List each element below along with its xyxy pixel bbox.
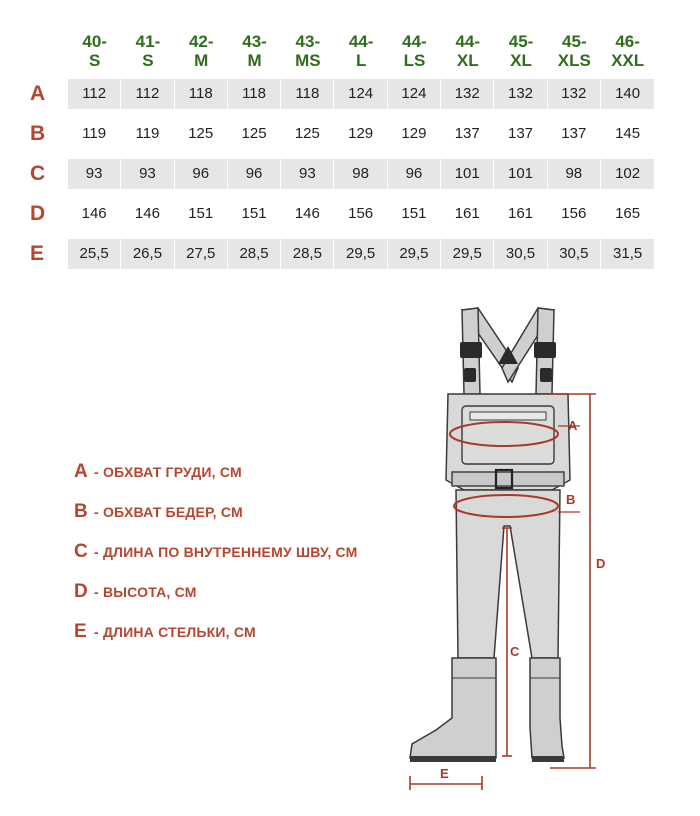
table-cell: 129 — [388, 119, 441, 149]
legend-text: - ОБХВАТ ГРУДИ, СМ — [94, 464, 242, 480]
table-cell: 129 — [334, 119, 387, 149]
legend-letter: D — [74, 581, 88, 602]
legend-item — [74, 492, 357, 532]
table-cell: 101 — [494, 159, 547, 189]
table-cell: 161 — [494, 199, 547, 229]
table-cell: 156 — [548, 199, 601, 229]
table-cell: 137 — [441, 119, 494, 149]
size-header-cell: 45- XL — [508, 32, 534, 70]
table-cell: 118 — [228, 79, 281, 109]
row-letter: D — [30, 202, 46, 225]
table-cell: 165 — [615, 205, 641, 222]
row-cells — [68, 199, 654, 229]
legend-text: - ОБХВАТ БЕДЕР, СМ — [94, 504, 243, 520]
table-cell: 28,5 — [228, 239, 281, 269]
table-cell: 146 — [121, 199, 174, 229]
table-cell: 29,5 — [388, 239, 441, 269]
size-header-cell: 43- M — [242, 32, 267, 70]
table-cell: 93 — [121, 159, 174, 189]
size-header-cell: 44- XL — [455, 32, 481, 70]
table-cell: 137 — [548, 119, 601, 149]
measure-c — [502, 528, 512, 756]
size-table — [28, 28, 672, 274]
table-cell: 29,5 — [441, 239, 494, 269]
table-cell: 112 — [121, 79, 174, 109]
size-header-cell: 41- S — [135, 32, 161, 70]
legend-item — [74, 572, 357, 612]
table-cell: 26,5 — [121, 239, 174, 269]
table-cell: 119 — [121, 119, 174, 149]
legend-text: - ДЛИНА СТЕЛЬКИ, СМ — [94, 624, 256, 640]
table-cell: 161 — [441, 199, 494, 229]
row-letter: B — [30, 122, 46, 145]
table-cell: 30,5 — [494, 239, 547, 269]
legend-letter: C — [74, 541, 88, 562]
table-cell: 28,5 — [281, 239, 334, 269]
table-cell: 118 — [281, 79, 334, 109]
table-cell: 98 — [548, 159, 601, 189]
table-cell: 125 — [175, 119, 228, 149]
table-cell: 151 — [388, 199, 441, 229]
right-boot — [530, 658, 564, 758]
table-cell: 156 — [334, 199, 387, 229]
measure-d-label: D — [596, 556, 606, 571]
table-cell: 132 — [494, 79, 547, 109]
table-cell: 119 — [68, 119, 121, 149]
table-cell: 30,5 — [548, 239, 601, 269]
wader-diagram — [400, 298, 630, 798]
legend-text: - ДЛИНА ПО ВНУТРЕННЕМУ ШВУ, СМ — [94, 544, 358, 560]
row-cells — [68, 159, 654, 189]
table-row — [28, 114, 672, 154]
table-row — [28, 234, 672, 274]
table-cell: 132 — [441, 79, 494, 109]
table-cell: 93 — [281, 159, 334, 189]
legend-letter: E — [74, 621, 87, 642]
row-cells — [68, 79, 654, 109]
size-header-cell: 40- S — [82, 32, 107, 70]
measurement-legend — [74, 452, 357, 652]
size-header-cell: 43- MS — [295, 32, 321, 70]
size-header-cell: 42- M — [188, 32, 214, 70]
table-row — [28, 194, 672, 234]
measure-c-label: C — [510, 644, 520, 659]
size-header-cell: 44- L — [348, 32, 374, 70]
row-letter: E — [30, 242, 45, 265]
legend-letter: B — [74, 501, 88, 522]
table-cell: 118 — [175, 79, 228, 109]
row-cells — [68, 239, 654, 269]
table-row — [28, 74, 672, 114]
row-cells — [68, 119, 654, 149]
table-cell: 31,5 — [613, 245, 643, 262]
row-letter: A — [30, 82, 46, 105]
table-cell: 96 — [175, 159, 228, 189]
table-cell: 98 — [334, 159, 387, 189]
table-cell: 29,5 — [334, 239, 387, 269]
legend-letter: A — [74, 461, 88, 482]
size-header-cell: 44- LS — [402, 32, 427, 70]
table-cell: 132 — [548, 79, 601, 109]
measure-e-label: E — [440, 766, 449, 781]
table-cell: 151 — [228, 199, 281, 229]
table-cell: 102 — [615, 165, 641, 182]
table-cell: 124 — [388, 79, 441, 109]
table-row — [28, 154, 672, 194]
table-cell: 96 — [228, 159, 281, 189]
size-header-row — [68, 28, 672, 74]
size-header-cell: 45- XLS — [557, 32, 591, 70]
legend-item — [74, 532, 357, 572]
table-cell: 93 — [68, 159, 121, 189]
table-cell: 146 — [68, 199, 121, 229]
table-cell: 27,5 — [175, 239, 228, 269]
table-cell: 146 — [281, 199, 334, 229]
table-cell: 25,5 — [68, 239, 121, 269]
table-cell: 140 — [615, 85, 641, 102]
table-cell: 125 — [228, 119, 281, 149]
table-cell: 96 — [388, 159, 441, 189]
table-cell: 124 — [334, 79, 387, 109]
wader-belt — [452, 472, 564, 486]
measure-b-label: B — [566, 492, 576, 507]
table-cell: 151 — [175, 199, 228, 229]
left-boot — [410, 658, 496, 758]
measure-a-label: A — [568, 418, 578, 433]
size-table-body — [28, 74, 672, 274]
table-cell: 101 — [441, 159, 494, 189]
table-cell: 112 — [68, 79, 121, 109]
legend-item — [74, 612, 357, 652]
table-cell: 125 — [281, 119, 334, 149]
table-cell: 145 — [615, 125, 641, 142]
row-letter: C — [30, 162, 46, 185]
legend-item — [74, 452, 357, 492]
size-header-cell: 46- XXL — [611, 32, 645, 70]
legend-text: - ВЫСОТА, СМ — [94, 584, 197, 600]
table-cell: 137 — [494, 119, 547, 149]
